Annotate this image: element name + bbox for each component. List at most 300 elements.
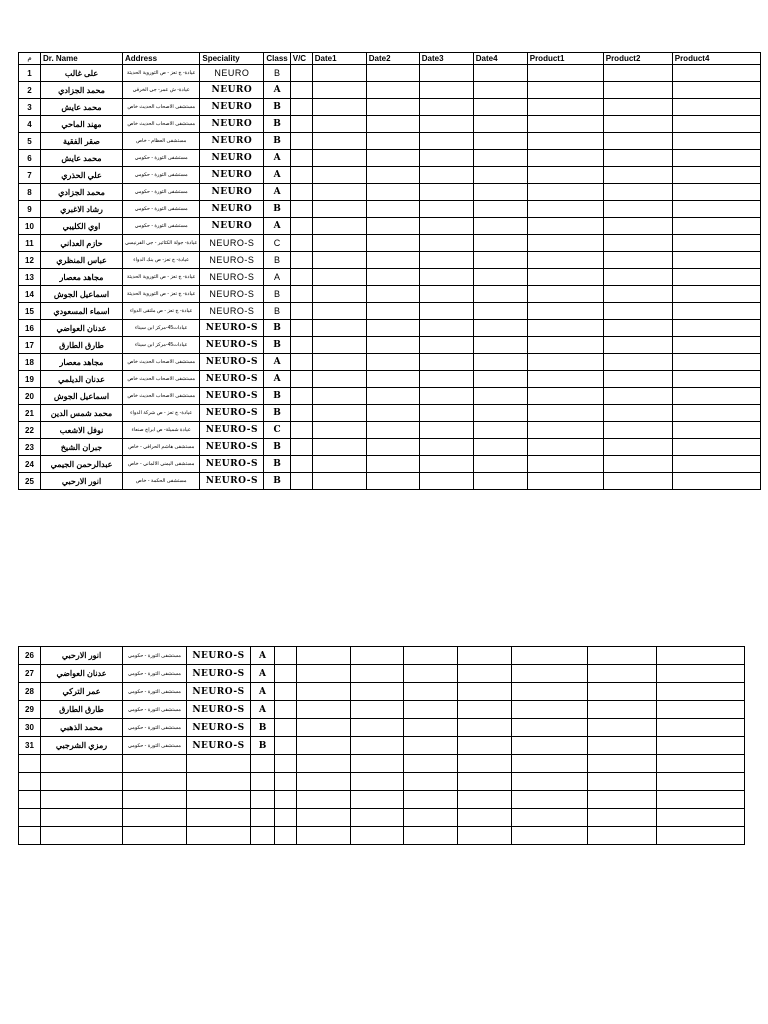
doctor-name: اسماعيل الجوش [41,388,123,405]
row-number: 11 [19,235,41,252]
doctor-name: عباس المنظري [41,252,123,269]
date4-cell [458,647,512,665]
vc-cell [290,388,312,405]
doctor-name: جبران الشيخ [41,439,123,456]
table-row [19,99,761,116]
date3-cell [419,354,473,371]
table-row [19,65,761,82]
date1-cell [312,405,366,422]
product2-cell [603,456,672,473]
vc-cell [290,167,312,184]
product4-cell [657,737,745,755]
product1-cell [527,354,603,371]
empty-cell [588,827,657,845]
product1-cell [527,65,603,82]
empty-cell [123,773,187,791]
empty-cell [657,809,745,827]
table-row [19,252,761,269]
product2-cell [603,116,672,133]
doctor-name: اسماء المسعودي [41,303,123,320]
row-number: 13 [19,269,41,286]
table-row [19,647,745,665]
date3-cell [419,371,473,388]
empty-cell [41,809,123,827]
row-number: 8 [19,184,41,201]
class: B [264,320,290,337]
date1-cell [312,133,366,150]
product4-cell [672,99,760,116]
class: B [264,99,290,116]
date1-cell [312,320,366,337]
date3-cell [419,201,473,218]
product4-cell [672,422,760,439]
date4-cell [473,99,527,116]
table-row [19,405,761,422]
product1-cell [527,116,603,133]
product2-cell [603,218,672,235]
date4-cell [473,201,527,218]
empty-cell [187,773,251,791]
address: مستشفى الثورة - حكومي [123,701,187,719]
date1-cell [312,473,366,490]
empty-cell [251,773,275,791]
product4-cell [657,647,745,665]
address: مستشفى الثورة - حكومي [123,665,187,683]
date2-cell [366,150,419,167]
row-number: 10 [19,218,41,235]
empty-row [19,827,745,845]
speciality: NEURO-S [187,683,251,701]
vc-cell [290,473,312,490]
row-number: 25 [19,473,41,490]
empty-cell [19,773,41,791]
product2-cell [603,286,672,303]
header-date4: Date4 [473,53,527,65]
header-date3: Date3 [419,53,473,65]
vc-cell [290,82,312,99]
speciality: NEURO-S [200,473,264,490]
class: B [264,337,290,354]
date2-cell [366,439,419,456]
doctor-name: عدنان العواضي [41,665,123,683]
date1-cell [312,354,366,371]
speciality: NEURO-S [200,405,264,422]
empty-cell [275,755,297,773]
table-row [19,201,761,218]
vc-cell [290,286,312,303]
product2-cell [603,439,672,456]
product4-cell [657,665,745,683]
address: عيادة- ش عمر- جي الخرفي [123,82,200,99]
date3-cell [419,439,473,456]
row-number: 19 [19,371,41,388]
header-date1: Date1 [312,53,366,65]
header-speciality: Speciality [200,53,264,65]
speciality: NEURO [200,133,264,150]
speciality: NEURO-S [187,665,251,683]
product2-cell [603,133,672,150]
speciality: NEURO [200,201,264,218]
speciality: NEURO-S [200,456,264,473]
empty-cell [19,755,41,773]
product1-cell [527,167,603,184]
vc-cell [275,683,297,701]
product4-cell [672,337,760,354]
empty-cell [588,809,657,827]
product2-cell [603,269,672,286]
date3-cell [419,320,473,337]
product1-cell [527,218,603,235]
date4-cell [458,665,512,683]
product2-cell [603,371,672,388]
speciality: NEURO-S [187,701,251,719]
address: مستشفى الثورة - حكومي [123,201,200,218]
product1-cell [512,647,588,665]
date1-cell [312,218,366,235]
speciality: NEURO-S [200,303,264,320]
empty-cell [458,827,512,845]
date3-cell [419,405,473,422]
row-number: 15 [19,303,41,320]
class: C [264,235,290,252]
product1-cell [527,388,603,405]
product2-cell [588,737,657,755]
empty-cell [297,791,351,809]
doctor-name: محمد الجزادي [41,82,123,99]
vc-cell [290,235,312,252]
empty-cell [404,809,458,827]
address: مستشفى الثورة - حكومي [123,218,200,235]
product1-cell [527,473,603,490]
empty-cell [404,791,458,809]
empty-cell [512,755,588,773]
date4-cell [473,303,527,320]
product4-cell [672,405,760,422]
class: B [264,252,290,269]
product4-cell [657,683,745,701]
date1-cell [312,99,366,116]
speciality: NEURO [200,184,264,201]
product2-cell [588,701,657,719]
date1-cell [312,286,366,303]
empty-cell [251,755,275,773]
doctor-name: محمد الجزادي [41,184,123,201]
product1-cell [512,737,588,755]
header-product4: Product4 [672,53,760,65]
empty-cell [251,809,275,827]
empty-cell [588,755,657,773]
doctor-name: صقر الفقية [41,133,123,150]
date1-cell [312,150,366,167]
product4-cell [672,116,760,133]
date4-cell [473,235,527,252]
table-row [19,303,761,320]
address: مستشفى هاشم الحرافي - خاص [123,439,200,456]
product1-cell [527,82,603,99]
vc-cell [290,201,312,218]
date4-cell [473,456,527,473]
table-row [19,320,761,337]
row-number: 16 [19,320,41,337]
product2-cell [603,252,672,269]
date2-cell [366,65,419,82]
empty-cell [297,755,351,773]
table-row [19,719,745,737]
product2-cell [588,683,657,701]
table-row [19,82,761,99]
table-row [19,737,745,755]
date1-cell [312,269,366,286]
date3-cell [404,683,458,701]
table-row [19,269,761,286]
table-row [19,133,761,150]
date2-cell [366,405,419,422]
vc-cell [290,116,312,133]
header-num: م [19,53,41,65]
date4-cell [473,405,527,422]
doctor-name: طارق الطارق [41,337,123,354]
speciality: NEURO-S [187,737,251,755]
empty-cell [187,827,251,845]
class: B [264,405,290,422]
address: عيادات45-مركز ابن سيناء [123,337,200,354]
date1-cell [312,65,366,82]
speciality: NEURO [200,116,264,133]
product2-cell [603,320,672,337]
vc-cell [290,354,312,371]
table-row [19,701,745,719]
date2-cell [366,167,419,184]
header-class: Class [264,53,290,65]
date4-cell [473,167,527,184]
doctor-name: علي الحذري [41,167,123,184]
product4-cell [672,320,760,337]
empty-row [19,755,745,773]
row-number: 18 [19,354,41,371]
speciality: NEURO-S [200,286,264,303]
row-number: 22 [19,422,41,439]
table-row [19,218,761,235]
date1-cell [297,701,351,719]
table-row [19,388,761,405]
speciality: NEURO [200,65,264,82]
speciality: NEURO [200,99,264,116]
product1-cell [527,235,603,252]
doctor-name: طارق الطارق [41,701,123,719]
date2-cell [366,116,419,133]
product1-cell [527,286,603,303]
date4-cell [473,286,527,303]
date4-cell [473,354,527,371]
address: عيادة- ج تعز - ص الثوروية الحديثة [123,65,200,82]
product1-cell [527,133,603,150]
product2-cell [603,422,672,439]
product1-cell [527,456,603,473]
date1-cell [312,116,366,133]
table-row [19,167,761,184]
doctor-name: على غالب [41,65,123,82]
product2-cell [588,719,657,737]
empty-cell [19,791,41,809]
address: عيادة- ج تعز- ص بنك الدواء [123,252,200,269]
row-number: 6 [19,150,41,167]
empty-cell [19,827,41,845]
empty-cell [351,809,404,827]
speciality: NEURO-S [200,422,264,439]
date2-cell [366,252,419,269]
product1-cell [527,337,603,354]
vc-cell [290,218,312,235]
product4-cell [672,82,760,99]
product1-cell [512,719,588,737]
date2-cell [366,354,419,371]
date2-cell [366,133,419,150]
vc-cell [290,269,312,286]
date4-cell [458,683,512,701]
row-number: 4 [19,116,41,133]
date2-cell [351,701,404,719]
table-row [19,150,761,167]
date2-cell [366,201,419,218]
date4-cell [473,269,527,286]
doctor-name: انور الارحبي [41,473,123,490]
date1-cell [297,683,351,701]
vc-cell [290,405,312,422]
doctor-table-page-2 [18,646,745,845]
speciality: NEURO-S [200,354,264,371]
class: A [251,683,275,701]
doctor-name: محمد عايش [41,99,123,116]
product1-cell [512,701,588,719]
address: عيادة- ج تعز - ص الثوروية الحديثة [123,269,200,286]
address: عيادة- ج تعز - ص شركة الدواء [123,405,200,422]
empty-cell [251,827,275,845]
doctor-name: مجاهد معصار [41,354,123,371]
product1-cell [527,252,603,269]
empty-cell [512,791,588,809]
product2-cell [603,235,672,252]
address: مستشفى الثورة - حكومي [123,167,200,184]
speciality: NEURO-S [200,371,264,388]
address: عيادات45-مركز ابن سيناء [123,320,200,337]
speciality: NEURO [200,218,264,235]
empty-cell [297,827,351,845]
date4-cell [473,184,527,201]
empty-cell [275,827,297,845]
row-number: 17 [19,337,41,354]
row-number: 5 [19,133,41,150]
empty-cell [297,809,351,827]
product4-cell [672,150,760,167]
date1-cell [312,303,366,320]
class: B [251,719,275,737]
product2-cell [603,388,672,405]
row-number: 9 [19,201,41,218]
date2-cell [351,647,404,665]
date4-cell [473,439,527,456]
row-number: 7 [19,167,41,184]
date2-cell [366,320,419,337]
class: A [251,701,275,719]
date3-cell [419,303,473,320]
speciality: NEURO-S [200,388,264,405]
date3-cell [419,116,473,133]
date3-cell [419,184,473,201]
product1-cell [527,371,603,388]
date1-cell [312,422,366,439]
date3-cell [419,286,473,303]
row-number: 31 [19,737,41,755]
date3-cell [404,719,458,737]
row-number: 29 [19,701,41,719]
product1-cell [527,150,603,167]
class: A [264,269,290,286]
date1-cell [297,665,351,683]
product4-cell [657,701,745,719]
class: B [264,456,290,473]
empty-cell [41,791,123,809]
empty-cell [588,773,657,791]
address: عيادة- ج تعز - ص الثوروية الحديثة [123,286,200,303]
doctor-name: عدنان الديلمي [41,371,123,388]
empty-cell [657,791,745,809]
date2-cell [351,719,404,737]
product2-cell [603,337,672,354]
date4-cell [458,701,512,719]
vc-cell [290,252,312,269]
product4-cell [672,303,760,320]
date4-cell [473,133,527,150]
speciality: NEURO [200,82,264,99]
doctor-name: رمزي الشرجبي [41,737,123,755]
class: A [264,354,290,371]
speciality: NEURO [200,167,264,184]
product4-cell [657,719,745,737]
date4-cell [473,337,527,354]
vc-cell [290,456,312,473]
product4-cell [672,133,760,150]
empty-cell [275,809,297,827]
product2-cell [603,303,672,320]
empty-cell [187,791,251,809]
speciality: NEURO-S [200,269,264,286]
class: B [264,201,290,218]
row-number: 20 [19,388,41,405]
vc-cell [290,133,312,150]
table-row [19,422,761,439]
address: عيادة- جولة الكثاثير - جي الفرنيسي [123,235,200,252]
class: B [264,303,290,320]
product1-cell [527,405,603,422]
header-vc: V/C [290,53,312,65]
vc-cell [290,65,312,82]
date3-cell [419,252,473,269]
address: مستشفى الاصحاب الحديث خاص [123,99,200,116]
product4-cell [672,354,760,371]
class: B [264,133,290,150]
date4-cell [458,719,512,737]
product2-cell [588,665,657,683]
doctor-name: انور الارحبي [41,647,123,665]
empty-cell [275,791,297,809]
row-number: 21 [19,405,41,422]
date2-cell [366,422,419,439]
header-name: Dr. Name [41,53,123,65]
doctor-name: نوفل الاشعب [41,422,123,439]
class: A [264,184,290,201]
date1-cell [297,719,351,737]
class: A [264,167,290,184]
